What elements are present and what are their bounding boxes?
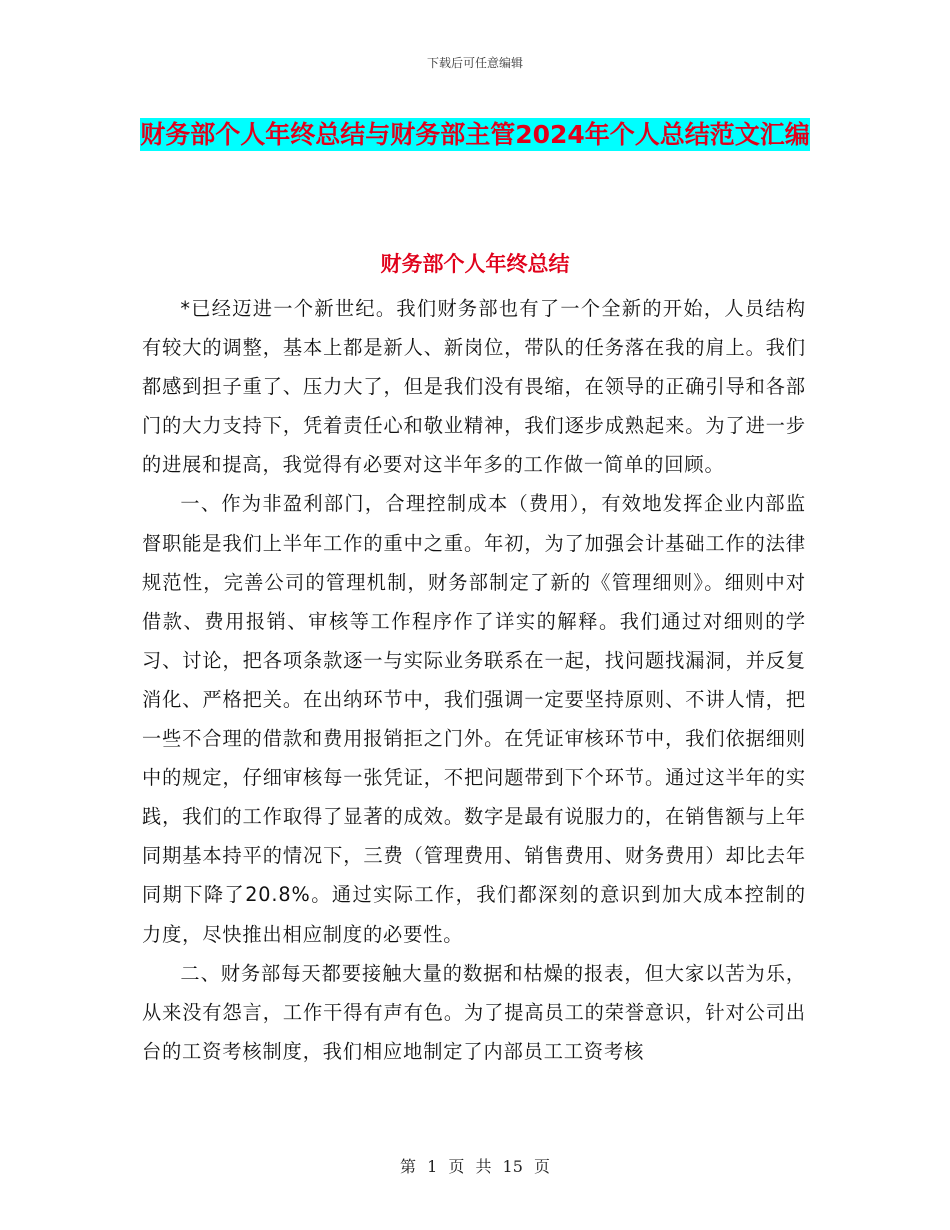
- document-body: [142, 289, 806, 1071]
- document-title: [140, 112, 810, 158]
- header-note: 下载后可任意编辑: [426, 56, 523, 70]
- paragraph: 一、作为非盈利部门，合理控制成本（费用），有效地发挥企业内部监督职能是我们上半年工作的重中之重。年初，为了加强会计基础工作的法律规范性，完善公司的管理机制，财务部制定了新的《管理细则》。细则中对借款、费用报销、审核等工作程序作了详实的解释。我们通过对细则的学习、讨论，把各项条款逐一与实际业务联系在一起，找问题找漏洞，并反复消化、严格把关。在出纳环节中，我们强调一定要坚持原则、不讲人情，把一些不合理的借款和费用报销拒之门外。在凭证审核环节中，我们依据细则中的规定，仔细审核每一张凭证，不把问题带到下个环节。通过这半年的实践，我们的工作取得了显著的成效。数字是最有说服力的，在销售额与上年同期基本持平的情况下，三费（管理费用、销售费用、财务费用）却比去年同期下降了20.8%。通过实际工作，我们都深刻的意识到加大成本控制的力度，尽快推出相应制度的必要性。: [142, 492, 806, 946]
- section-title: 财务部个人年终总结: [380, 252, 570, 276]
- paragraph: 二、财务部每天都要接触大量的数据和枯燥的报表，但大家以苦为乐，从来没有怨言，工作干得有声有色。为了提高员工的荣誉意识，针对公司出台的工资考核制度，我们相应地制定了内部员工工资考核: [142, 961, 806, 1063]
- paragraph: *已经迈进一个新世纪。我们财务部也有了一个全新的开始，人员结构有较大的调整，基本上都是新人、新岗位，带队的任务落在我的肩上。我们都感到担子重了、压力大了，但是我们没有畏缩，在领导的正确引导和各部门的大力支持下，凭着责任心和敬业精神，我们逐步成熟起来。为了进一步的进展和提高，我觉得有必要对这半年多的工作做一简单的回顾。: [142, 297, 806, 477]
- document-title-text: 财务部个人年终总结与财务部主管2024年个人总结范文汇编: [140, 120, 810, 149]
- page-number: 第 1 页 共 15 页: [400, 1157, 550, 1176]
